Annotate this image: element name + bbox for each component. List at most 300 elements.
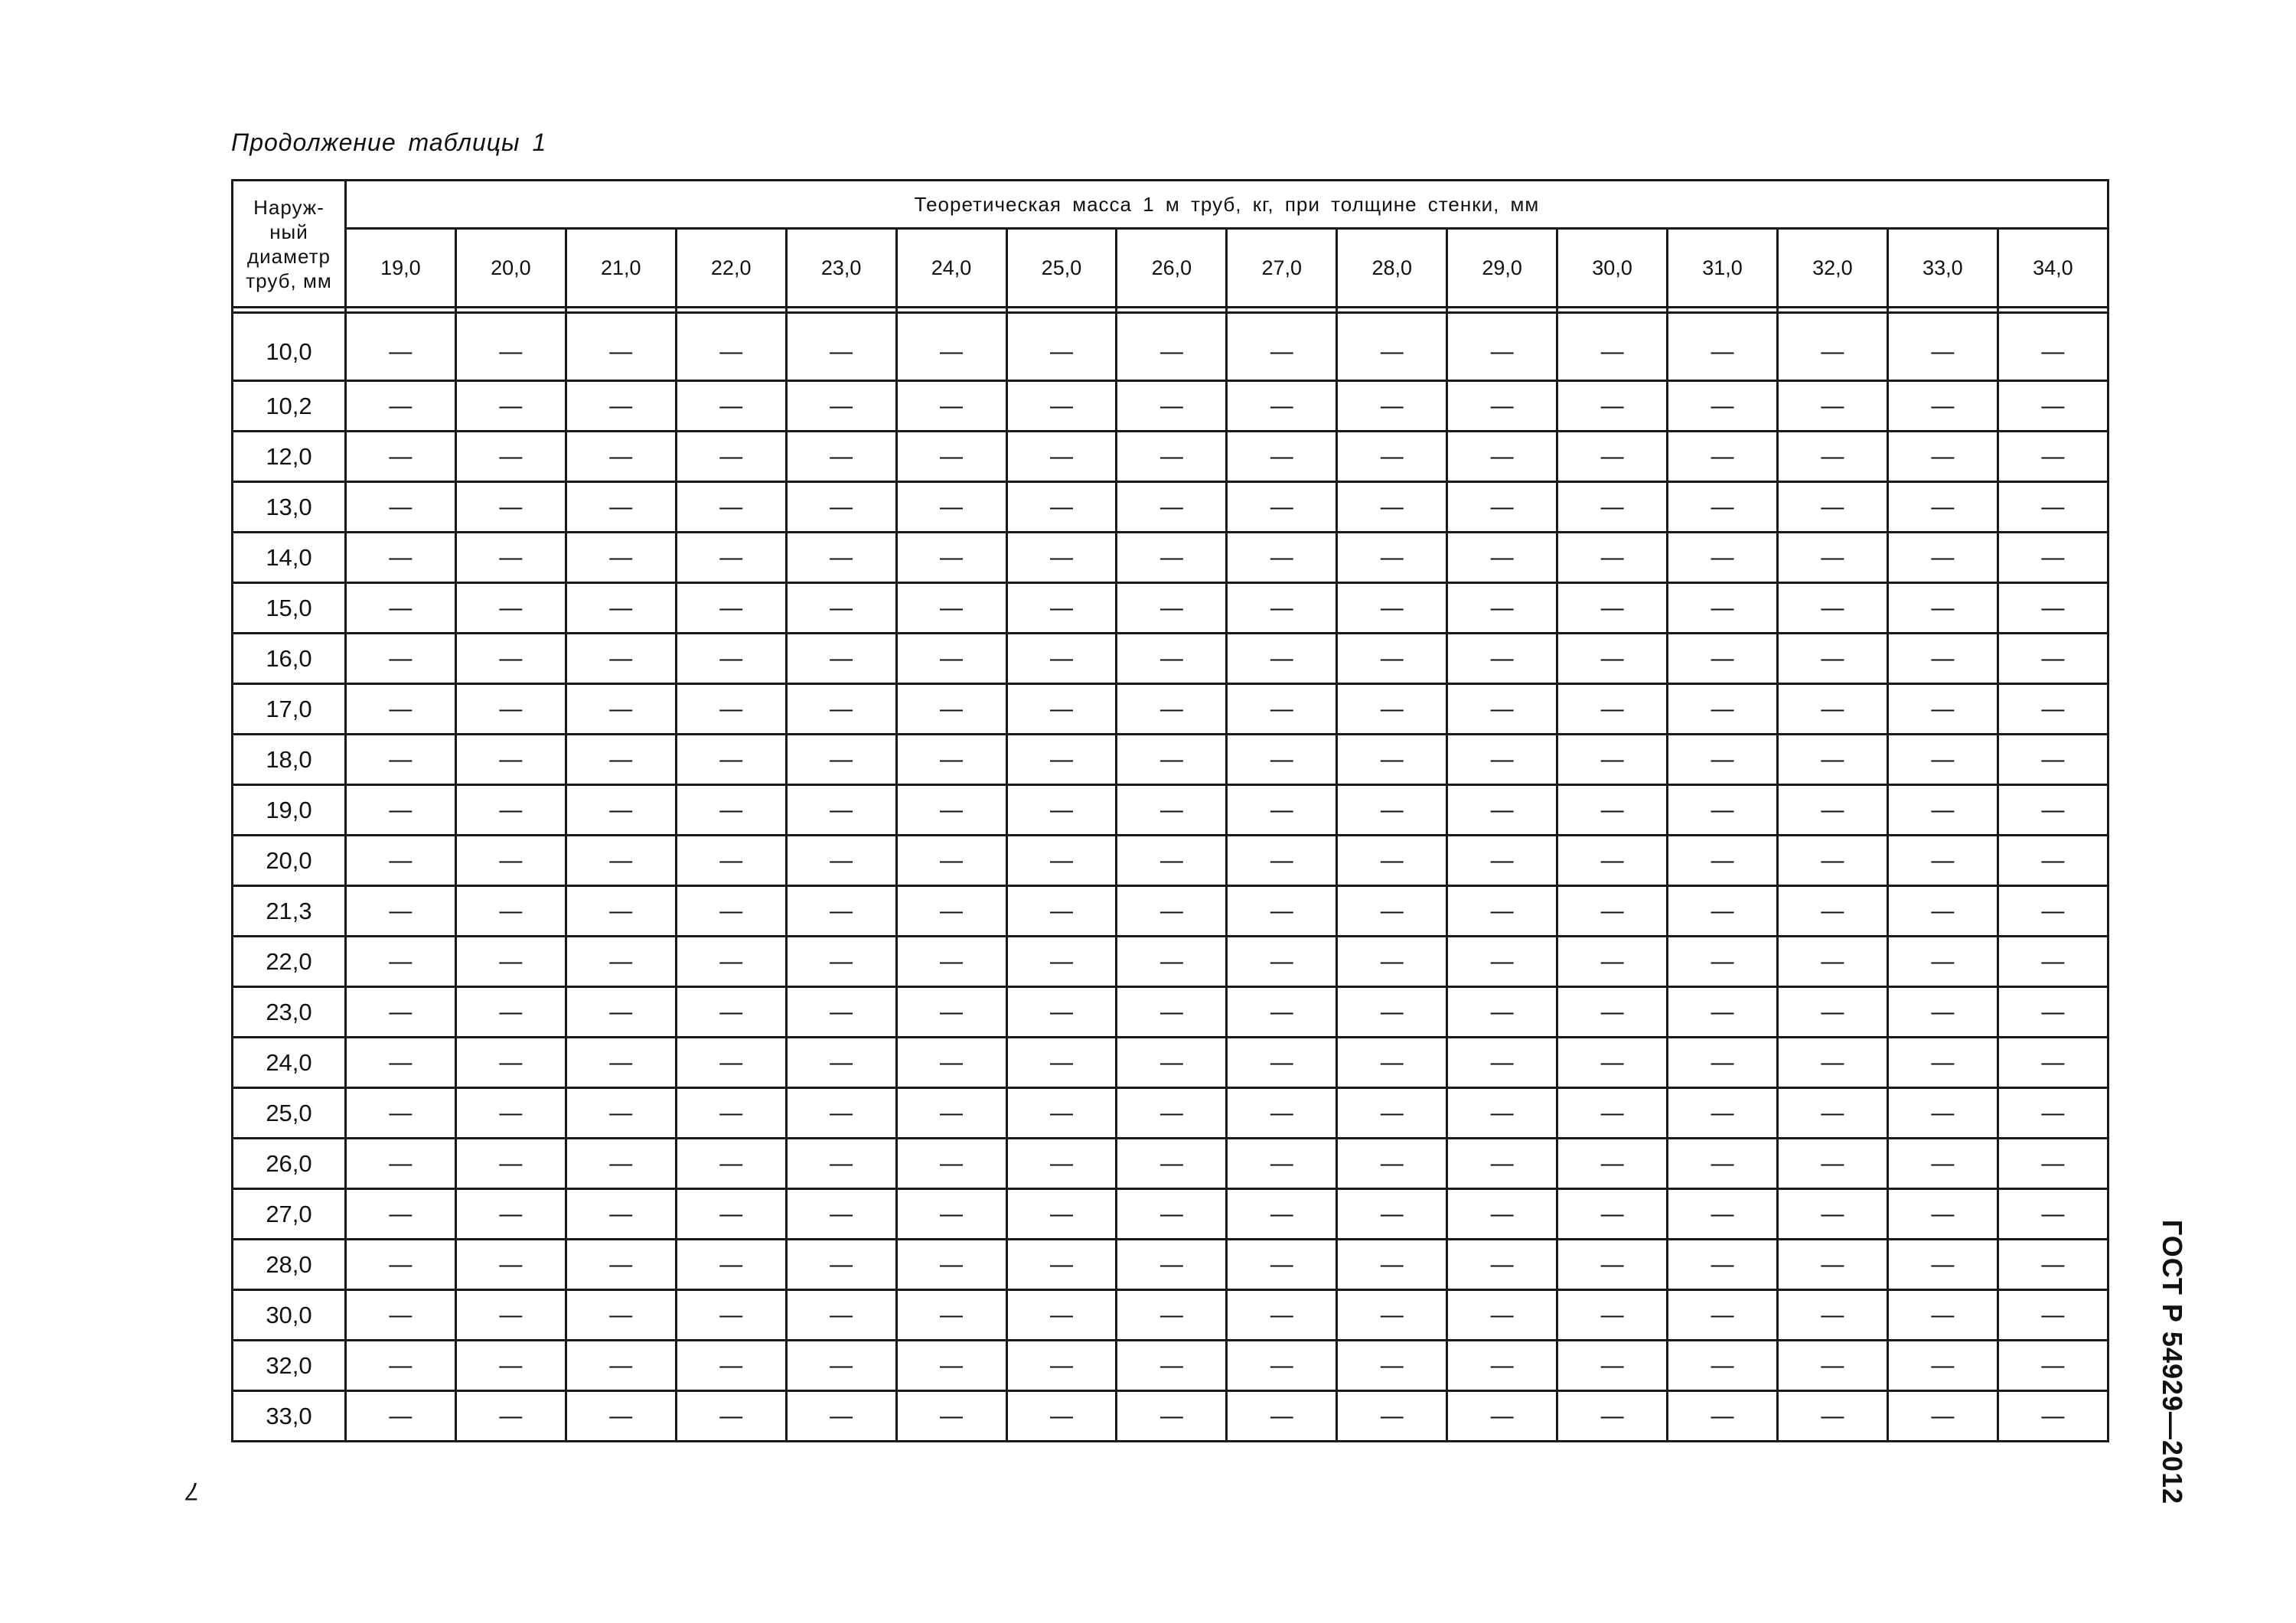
mass-cell: — (455, 381, 566, 432)
mass-cell: — (786, 482, 896, 533)
mass-cell: — (1117, 785, 1227, 836)
mass-cell: — (896, 482, 1006, 533)
thickness-column-header: 27,0 (1227, 229, 1337, 308)
mass-cell: — (896, 1189, 1006, 1240)
diameter-cell: 16,0 (233, 634, 346, 684)
header-separator-cell (1668, 308, 1778, 313)
mass-cell: — (566, 836, 676, 886)
mass-cell: — (1557, 313, 1668, 381)
mass-cell: — (1227, 533, 1337, 583)
mass-cell: — (455, 937, 566, 987)
thickness-column-header: 32,0 (1777, 229, 1887, 308)
mass-cell: — (1887, 432, 1998, 482)
header-separator-cell (676, 308, 786, 313)
mass-cell: — (1557, 533, 1668, 583)
mass-cell: — (1117, 313, 1227, 381)
mass-cell: — (1777, 684, 1887, 735)
mass-cell: — (1227, 1290, 1337, 1341)
mass-cell: — (1668, 937, 1778, 987)
table-row (233, 313, 2108, 381)
mass-cell: — (1887, 1391, 1998, 1442)
mass-cell: — (786, 684, 896, 735)
mass-cell: — (345, 533, 455, 583)
thickness-column-header: 26,0 (1117, 229, 1227, 308)
mass-cell: — (1998, 1341, 2108, 1391)
mass-cell: — (455, 1391, 566, 1442)
mass-cell: — (1117, 1391, 1227, 1442)
mass-cell: — (1006, 583, 1117, 634)
mass-cell: — (1117, 432, 1227, 482)
mass-cell: — (345, 785, 455, 836)
mass-cell: — (345, 432, 455, 482)
mass-cell: — (455, 583, 566, 634)
mass-cell: — (1887, 1240, 1998, 1290)
mass-cell: — (1006, 1240, 1117, 1290)
mass-cell: — (1998, 684, 2108, 735)
mass-cell: — (1998, 987, 2108, 1038)
mass-cell: — (1337, 1341, 1447, 1391)
thickness-column-header: 34,0 (1998, 229, 2108, 308)
header-separator-cell (566, 308, 676, 313)
mass-cell: — (455, 1139, 566, 1189)
mass-cell: — (1227, 684, 1337, 735)
mass-cell: — (1557, 1139, 1668, 1189)
mass-cell: — (676, 735, 786, 785)
mass-cell: — (455, 313, 566, 381)
mass-cell: — (1557, 1189, 1668, 1240)
mass-cell: — (1227, 1341, 1337, 1391)
mass-cell: — (345, 1240, 455, 1290)
table-row (233, 432, 2108, 482)
mass-cell: — (1777, 1341, 1887, 1391)
diameter-header-line: Наруж- (253, 195, 325, 219)
mass-cell: — (345, 735, 455, 785)
diameter-cell: 15,0 (233, 583, 346, 634)
diameter-cell: 32,0 (233, 1341, 346, 1391)
table-row (233, 1038, 2108, 1088)
mass-cell: — (1557, 1088, 1668, 1139)
mass-cell: — (1447, 1391, 1557, 1442)
diameter-cell: 20,0 (233, 836, 346, 886)
mass-cell: — (1227, 634, 1337, 684)
header-separator-cell (1998, 308, 2108, 313)
mass-cell: — (1998, 432, 2108, 482)
mass-cell: — (455, 1189, 566, 1240)
mass-cell: — (1337, 684, 1447, 735)
table-caption: Продолжение таблицы 1 (231, 129, 547, 156)
mass-cell: — (345, 1088, 455, 1139)
mass-cell: — (896, 1290, 1006, 1341)
thickness-column-header: 20,0 (455, 229, 566, 308)
mass-cell: — (1668, 1038, 1778, 1088)
mass-cell: — (1337, 432, 1447, 482)
mass-cell: — (1117, 381, 1227, 432)
mass-cell: — (1227, 836, 1337, 886)
mass-cell: — (896, 886, 1006, 937)
header-separator-cell (1887, 308, 1998, 313)
mass-cell: — (566, 634, 676, 684)
mass-cell: — (1557, 1341, 1668, 1391)
mass-cell: — (1117, 1189, 1227, 1240)
mass-cell: — (1887, 482, 1998, 533)
mass-cell: — (786, 1189, 896, 1240)
mass-cell: — (1227, 583, 1337, 634)
mass-cell: — (1998, 937, 2108, 987)
mass-cell: — (345, 987, 455, 1038)
mass-cell: — (1117, 735, 1227, 785)
mass-cell: — (1668, 1088, 1778, 1139)
mass-cell: — (1227, 1038, 1337, 1088)
mass-cell: — (1447, 1341, 1557, 1391)
mass-cell: — (1337, 482, 1447, 533)
mass-cell: — (1887, 785, 1998, 836)
header-separator-cell (786, 308, 896, 313)
mass-cell: — (1998, 1290, 2108, 1341)
mass-cell: — (1117, 836, 1227, 886)
mass-cell: — (1557, 583, 1668, 634)
mass-cell: — (455, 634, 566, 684)
mass-cell: — (1777, 1391, 1887, 1442)
mass-cell: — (1998, 381, 2108, 432)
mass-cell: — (455, 1290, 566, 1341)
mass-cell: — (1998, 1088, 2108, 1139)
mass-cell: — (1777, 432, 1887, 482)
thickness-column-header: 24,0 (896, 229, 1006, 308)
mass-cell: — (345, 886, 455, 937)
mass-cell: — (1777, 533, 1887, 583)
mass-cell: — (455, 482, 566, 533)
standard-designation (2145, 1221, 2199, 1504)
mass-cell: — (1887, 583, 1998, 634)
table-row (233, 1088, 2108, 1139)
header-separator-cell (1117, 308, 1227, 313)
mass-cell: — (1447, 1139, 1557, 1189)
mass-cell: — (896, 836, 1006, 886)
mass-cell: — (1557, 482, 1668, 533)
mass-cell: — (1447, 836, 1557, 886)
table-row (233, 1139, 2108, 1189)
mass-cell: — (786, 313, 896, 381)
diameter-cell: 26,0 (233, 1139, 346, 1189)
mass-cell: — (896, 1038, 1006, 1088)
table-row (233, 1240, 2108, 1290)
mass-cell: — (455, 1341, 566, 1391)
table-row (233, 583, 2108, 634)
mass-cell: — (566, 482, 676, 533)
thickness-column-header: 30,0 (1557, 229, 1668, 308)
mass-cell: — (1006, 533, 1117, 583)
mass-cell: — (1777, 836, 1887, 886)
table-row (233, 533, 2108, 583)
mass-cell: — (676, 836, 786, 886)
mass-cell: — (1337, 583, 1447, 634)
mass-cell: — (1777, 1240, 1887, 1290)
mass-cell: — (455, 886, 566, 937)
table-row (233, 482, 2108, 533)
mass-cell: — (1668, 381, 1778, 432)
mass-cell: — (1668, 1139, 1778, 1189)
mass-cell: — (1887, 1139, 1998, 1189)
table-row (233, 937, 2108, 987)
mass-cell: — (1998, 785, 2108, 836)
mass-cell: — (1668, 684, 1778, 735)
mass-cell: — (1337, 634, 1447, 684)
table-row (233, 987, 2108, 1038)
mass-cell: — (676, 1240, 786, 1290)
mass-cell: — (786, 1139, 896, 1189)
mass-cell: — (676, 1038, 786, 1088)
mass-cell: — (676, 1189, 786, 1240)
mass-cell: — (1668, 785, 1778, 836)
mass-cell: — (896, 1240, 1006, 1290)
diameter-header-line: диаметр (246, 244, 331, 268)
table-row (233, 381, 2108, 432)
mass-cell: — (1777, 785, 1887, 836)
mass-cell: — (1006, 482, 1117, 533)
mass-cell: — (1887, 735, 1998, 785)
mass-cell: — (786, 634, 896, 684)
mass-cell: — (566, 937, 676, 987)
mass-cell: — (1447, 313, 1557, 381)
mass-cell: — (1887, 937, 1998, 987)
mass-cell: — (1006, 1139, 1117, 1189)
mass-cell: — (896, 735, 1006, 785)
mass-cell: — (1227, 1240, 1337, 1290)
pipe-mass-table (231, 179, 2109, 1442)
mass-cell: — (1777, 313, 1887, 381)
mass-cell: — (1557, 1290, 1668, 1341)
mass-cell: — (1006, 432, 1117, 482)
mass-cell: — (896, 937, 1006, 987)
page-number (178, 1475, 208, 1506)
diameter-cell: 10,2 (233, 381, 346, 432)
mass-cell: — (455, 735, 566, 785)
diameter-cell: 13,0 (233, 482, 346, 533)
mass-cell: — (345, 313, 455, 381)
mass-cell: — (1557, 634, 1668, 684)
mass-cell: — (1998, 583, 2108, 634)
mass-cell: — (1006, 886, 1117, 937)
mass-cell: — (566, 987, 676, 1038)
mass-cell: — (566, 1240, 676, 1290)
mass-cell: — (676, 684, 786, 735)
mass-cell: — (1006, 634, 1117, 684)
mass-cell: — (1227, 482, 1337, 533)
header-separator-cell (345, 308, 455, 313)
mass-cell: — (1447, 987, 1557, 1038)
mass-cell: — (676, 1391, 786, 1442)
mass-cell: — (1447, 1038, 1557, 1088)
mass-cell: — (566, 381, 676, 432)
mass-cell: — (1668, 432, 1778, 482)
mass-cell: — (896, 1391, 1006, 1442)
mass-cell: — (1117, 634, 1227, 684)
diameter-cell: 21,3 (233, 886, 346, 937)
mass-cell: — (1337, 735, 1447, 785)
table-row (233, 1391, 2108, 1442)
mass-cell: — (1006, 1038, 1117, 1088)
mass-cell: — (676, 1088, 786, 1139)
mass-cell: — (1227, 1139, 1337, 1189)
mass-cell: — (1887, 987, 1998, 1038)
mass-cell: — (1668, 735, 1778, 785)
mass-cell: — (1337, 785, 1447, 836)
mass-cell: — (1887, 634, 1998, 684)
diameter-cell: 25,0 (233, 1088, 346, 1139)
mass-cell: — (1777, 583, 1887, 634)
mass-cell: — (786, 1240, 896, 1290)
mass-cell: — (1777, 634, 1887, 684)
mass-cell: — (1557, 684, 1668, 735)
mass-cell: — (1668, 1189, 1778, 1240)
mass-cell: — (786, 785, 896, 836)
mass-cell: — (1668, 313, 1778, 381)
mass-cell: — (1777, 886, 1887, 937)
header-separator-cell (233, 308, 346, 313)
mass-cell: — (1447, 937, 1557, 987)
diameter-cell: 28,0 (233, 1240, 346, 1290)
mass-cell: — (1006, 381, 1117, 432)
mass-cell: — (896, 381, 1006, 432)
mass-cell: — (1557, 735, 1668, 785)
diameter-cell: 33,0 (233, 1391, 346, 1442)
mass-cell: — (1777, 1290, 1887, 1341)
thickness-column-header: 22,0 (676, 229, 786, 308)
header-separator-cell (1777, 308, 1887, 313)
mass-cell: — (1006, 1290, 1117, 1341)
mass-cell: — (1447, 1189, 1557, 1240)
mass-cell: — (345, 937, 455, 987)
mass-cell: — (1557, 937, 1668, 987)
header-separator-cell (1557, 308, 1668, 313)
mass-cell: — (566, 1088, 676, 1139)
mass-cell: — (1998, 533, 2108, 583)
mass-cell: — (1668, 583, 1778, 634)
mass-cell: — (676, 1341, 786, 1391)
mass-cell: — (1668, 1391, 1778, 1442)
mass-cell: — (786, 1038, 896, 1088)
mass-cell: — (1777, 937, 1887, 987)
mass-cell: — (896, 432, 1006, 482)
mass-cell: — (786, 1341, 896, 1391)
mass-cell: — (1447, 533, 1557, 583)
mass-cell: — (1117, 583, 1227, 634)
mass-cell: — (896, 785, 1006, 836)
thickness-group-header: Теоретическая масса 1 м труб, кг, при толщине стенки, мм (345, 181, 2108, 229)
mass-cell: — (1117, 1139, 1227, 1189)
mass-cell: — (345, 1038, 455, 1088)
mass-cell: — (1998, 735, 2108, 785)
mass-cell: — (896, 1088, 1006, 1139)
mass-cell: — (1006, 785, 1117, 836)
header-separator-cell (455, 308, 566, 313)
mass-cell: — (566, 1391, 676, 1442)
mass-cell: — (1227, 313, 1337, 381)
mass-cell: — (1668, 533, 1778, 583)
mass-cell: — (1447, 432, 1557, 482)
header-separator-cell (1447, 308, 1557, 313)
page-number-text: 7 (186, 1477, 200, 1505)
mass-cell: — (1227, 886, 1337, 937)
mass-cell: — (1887, 381, 1998, 432)
mass-cell: — (786, 1088, 896, 1139)
mass-cell: — (1998, 886, 2108, 937)
mass-cell: — (1887, 1341, 1998, 1391)
mass-cell: — (1777, 1088, 1887, 1139)
mass-cell: — (1337, 381, 1447, 432)
mass-cell: — (1337, 1189, 1447, 1240)
thickness-column-header: 19,0 (345, 229, 455, 308)
mass-cell: — (786, 1391, 896, 1442)
mass-cell: — (1998, 1391, 2108, 1442)
mass-cell: — (1337, 886, 1447, 937)
diameter-cell: 23,0 (233, 987, 346, 1038)
diameter-cell: 22,0 (233, 937, 346, 987)
mass-cell: — (1557, 1038, 1668, 1088)
thickness-column-header: 28,0 (1337, 229, 1447, 308)
mass-cell: — (1337, 1139, 1447, 1189)
mass-cell: — (1887, 684, 1998, 735)
mass-cell: — (1006, 987, 1117, 1038)
mass-cell: — (786, 533, 896, 583)
mass-cell: — (1557, 381, 1668, 432)
mass-cell: — (1998, 836, 2108, 886)
mass-cell: — (1227, 1088, 1337, 1139)
table-row (233, 886, 2108, 937)
mass-cell: — (1777, 1139, 1887, 1189)
mass-cell: — (896, 1139, 1006, 1189)
mass-cell: — (1006, 1391, 1117, 1442)
mass-cell: — (455, 1240, 566, 1290)
mass-cell: — (1117, 937, 1227, 987)
mass-cell: — (455, 987, 566, 1038)
thickness-column-header: 21,0 (566, 229, 676, 308)
standard-designation-text: ГОСТ Р 54929—2012 (2157, 1219, 2188, 1505)
mass-cell: — (1006, 937, 1117, 987)
mass-cell: — (1447, 735, 1557, 785)
mass-cell: — (1337, 836, 1447, 886)
mass-cell: — (1006, 1088, 1117, 1139)
thickness-column-header: 29,0 (1447, 229, 1557, 308)
mass-cell: — (1557, 432, 1668, 482)
header-separator-cell (1006, 308, 1117, 313)
mass-cell: — (345, 583, 455, 634)
mass-cell: — (1668, 987, 1778, 1038)
mass-cell: — (786, 987, 896, 1038)
mass-cell: — (566, 735, 676, 785)
header-separator-cell (1337, 308, 1447, 313)
mass-cell: — (786, 381, 896, 432)
mass-cell: — (1117, 987, 1227, 1038)
mass-cell: — (1337, 1391, 1447, 1442)
mass-cell: — (786, 886, 896, 937)
mass-cell: — (345, 684, 455, 735)
mass-cell: — (455, 1088, 566, 1139)
mass-cell: — (566, 684, 676, 735)
mass-cell: — (1227, 735, 1337, 785)
mass-cell: — (676, 313, 786, 381)
table-row (233, 634, 2108, 684)
mass-cell: — (1777, 381, 1887, 432)
mass-cell: — (1337, 987, 1447, 1038)
mass-cell: — (566, 1341, 676, 1391)
mass-cell: — (1998, 313, 2108, 381)
mass-cell: — (676, 886, 786, 937)
mass-cell: — (1117, 533, 1227, 583)
diameter-cell: 27,0 (233, 1189, 346, 1240)
mass-cell: — (1557, 836, 1668, 886)
mass-cell: — (676, 634, 786, 684)
